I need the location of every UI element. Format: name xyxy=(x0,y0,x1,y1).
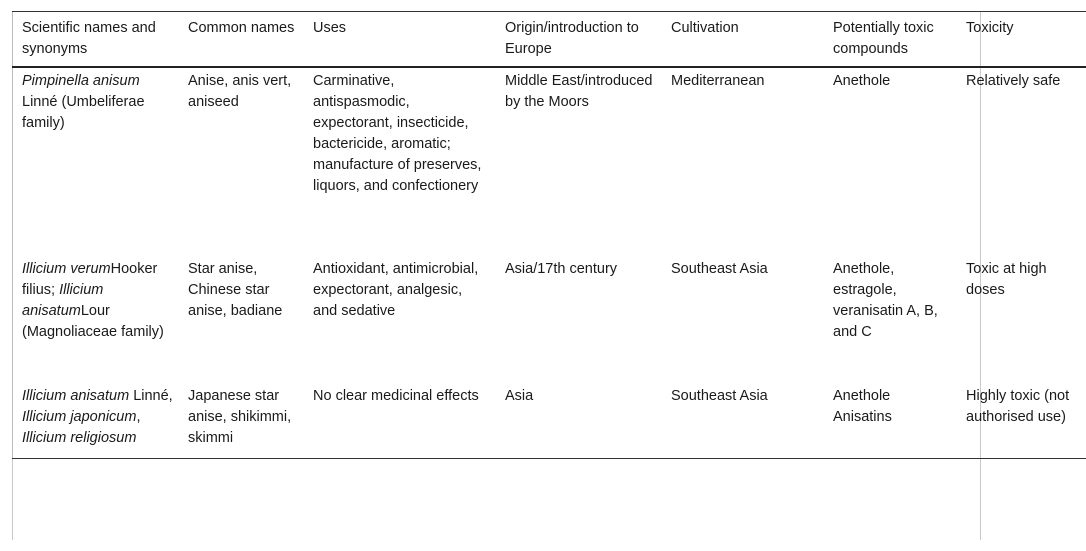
cell-origin: Middle East/introduced by the Moors xyxy=(505,73,653,110)
cell-origin: Asia/17th century xyxy=(505,261,618,277)
cell-compounds: Anethole xyxy=(833,73,891,89)
table-header xyxy=(13,12,1086,68)
header-scientific-names: Scientific names and synonyms xyxy=(13,12,180,68)
table-row xyxy=(13,385,1086,459)
sci-part: Illicium verum xyxy=(22,261,111,277)
cell-uses: Antioxidant, antimicrobial, expectorant, analgesic, and sedative xyxy=(313,261,479,319)
cell-scientific xyxy=(13,67,180,258)
table-container xyxy=(12,11,1070,459)
cell-cultivation: Mediterranean xyxy=(671,73,765,89)
sci-part: Hooker filius; xyxy=(22,261,158,298)
header-common-names: Common names xyxy=(179,12,304,68)
sci-part: Linné (Umbeliferae family) xyxy=(22,94,145,131)
sci-part: Illicium japonicum xyxy=(22,409,137,425)
header-uses: Uses xyxy=(304,12,496,68)
table-body xyxy=(13,67,1086,459)
cell-cultivation: Southeast Asia xyxy=(662,385,824,459)
header-row xyxy=(13,12,1086,68)
cell-toxicity: Relatively safe xyxy=(966,73,1061,89)
anise-comparison-table xyxy=(12,11,1086,459)
sci-part: Pimpinella anisum xyxy=(22,73,140,89)
cell-common: Anise, anis vert, aniseed xyxy=(188,73,292,110)
cell-compounds: Anethole Anisatins xyxy=(824,385,957,459)
header-origin: Origin/introduction to Europe xyxy=(496,12,662,68)
cell-origin: Asia xyxy=(496,385,662,459)
header-toxicity: Toxicity xyxy=(957,12,1086,68)
cell-common: Star anise, Chinese star anise, badiane xyxy=(188,261,283,319)
header-cultivation: Cultivation xyxy=(662,12,824,68)
sci-part: Illicium anisatum xyxy=(22,388,130,404)
sci-part: , xyxy=(136,409,141,425)
cell-uses: Carminative, antispasmodic, expectorant, insecticide, bactericide, aromatic; manufacture of preserves, liquors, and confectionery xyxy=(313,73,482,194)
cell-uses: No clear medicinal effects xyxy=(304,385,496,459)
cell-cultivation: Southeast Asia xyxy=(671,261,768,277)
cell-scientific xyxy=(13,258,180,385)
sci-part: Lour (Magnoliaceae family) xyxy=(22,303,164,340)
cell-toxicity: Highly toxic (not authorised use) xyxy=(957,385,1086,459)
sci-part: Linné, xyxy=(129,388,173,404)
cell-compounds: Anethole, estragole, veranisatin A, B, and C xyxy=(833,261,938,340)
table-row xyxy=(13,67,1086,258)
header-toxic-compounds: Potentially toxic compounds xyxy=(824,12,957,68)
cell-scientific xyxy=(13,385,180,459)
cell-toxicity: Toxic at high doses xyxy=(966,261,1047,298)
sci-part: Illicium religiosum xyxy=(22,430,137,446)
cell-common: Japanese star anise, shikimmi, skimmi xyxy=(179,385,304,459)
table-row xyxy=(13,258,1086,385)
sci-part: Illicium anisatum xyxy=(22,282,104,319)
